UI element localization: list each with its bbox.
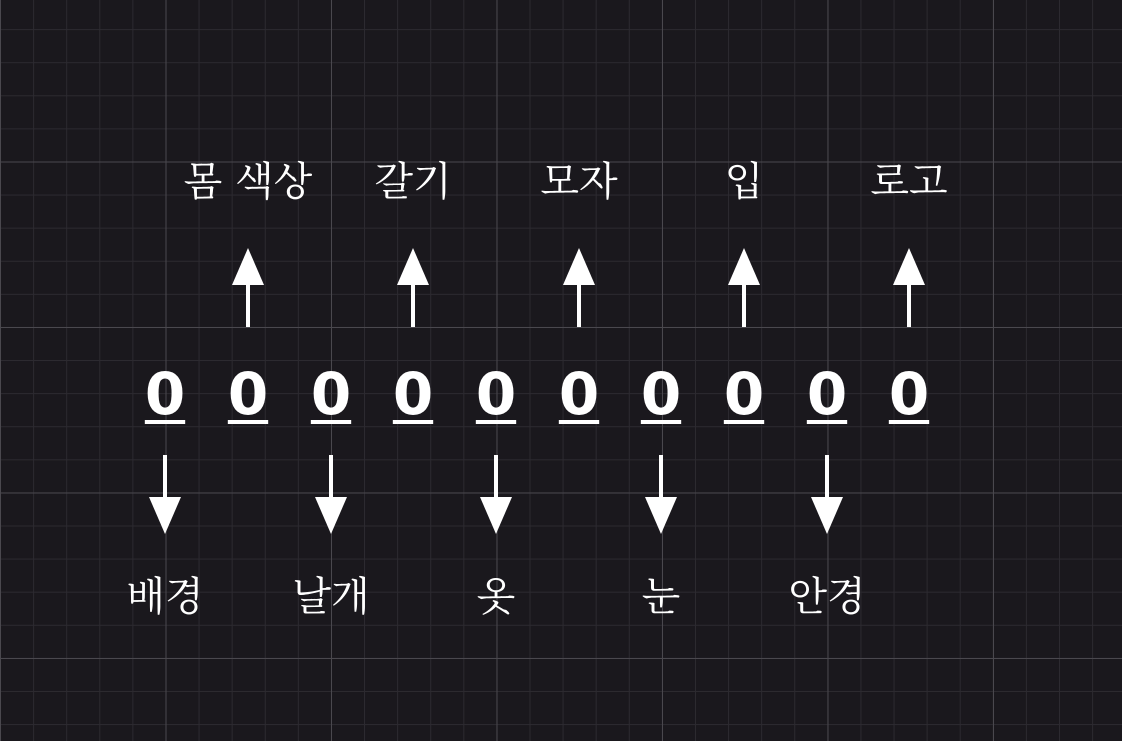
label-body-color: 몸 색상 bbox=[183, 159, 313, 205]
label-clothes: 옷 bbox=[476, 574, 516, 620]
label-wings: 날개 bbox=[292, 574, 370, 620]
digit-6: 0 bbox=[558, 360, 600, 428]
arrow-down-icon bbox=[645, 455, 677, 534]
label-eyes: 눈 bbox=[641, 574, 681, 620]
label-mane: 갈기 bbox=[374, 159, 452, 205]
arrow-down-icon bbox=[480, 455, 512, 534]
arrow-down-icon bbox=[149, 455, 181, 534]
digit-4: 0 bbox=[392, 360, 434, 428]
digit-5: 0 bbox=[475, 360, 517, 428]
digit-2: 0 bbox=[227, 360, 269, 428]
label-hat: 모자 bbox=[540, 159, 618, 205]
digit-3: 0 bbox=[310, 360, 352, 428]
digit-7: 0 bbox=[640, 360, 682, 428]
arrow-down-icon bbox=[315, 455, 347, 534]
digit-8: 0 bbox=[723, 360, 765, 428]
arrow-up-icon bbox=[893, 248, 925, 327]
label-mouth: 입 bbox=[724, 159, 764, 205]
digit-9: 0 bbox=[806, 360, 848, 428]
label-glasses: 안경 bbox=[788, 574, 866, 620]
arrow-down-icon bbox=[811, 455, 843, 534]
digit-1: 0 bbox=[144, 360, 186, 428]
label-background: 배경 bbox=[126, 574, 204, 620]
arrow-up-icon bbox=[232, 248, 264, 327]
digit-10: 0 bbox=[888, 360, 930, 428]
arrow-up-icon bbox=[397, 248, 429, 327]
arrow-up-icon bbox=[728, 248, 760, 327]
arrow-up-icon bbox=[563, 248, 595, 327]
label-logo: 로고 bbox=[870, 159, 948, 205]
